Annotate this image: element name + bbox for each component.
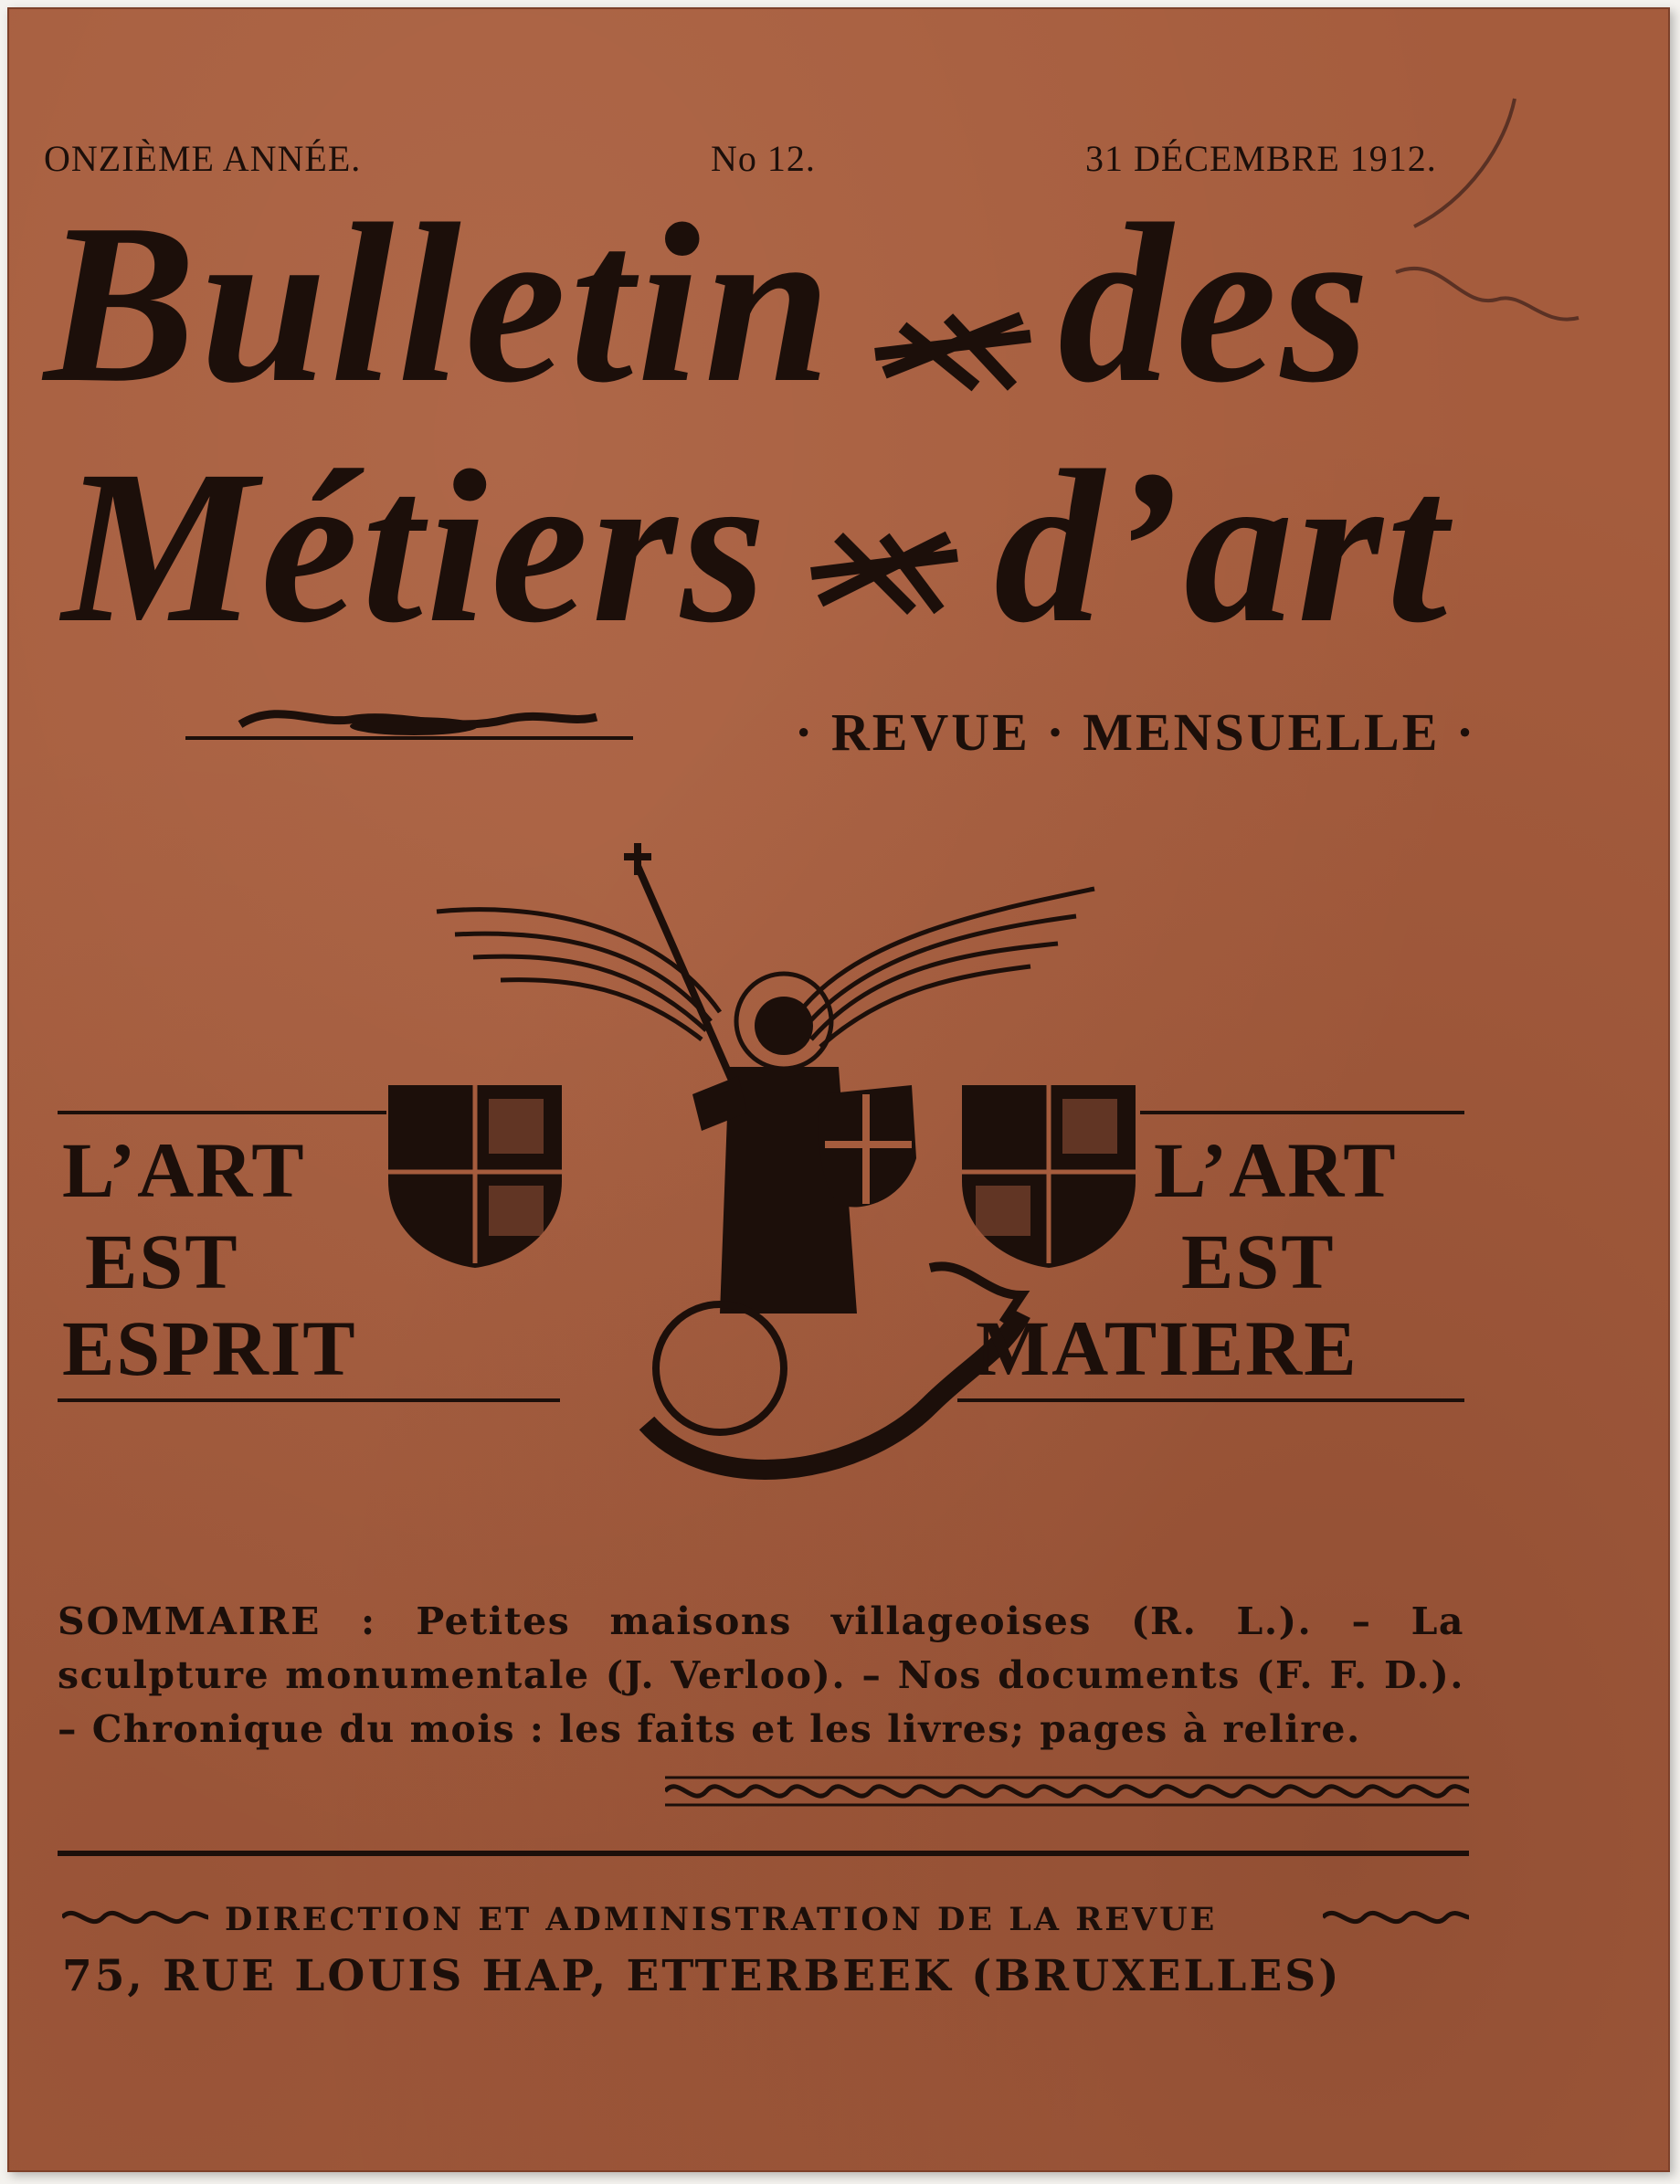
right-motto-line3: MATIERE xyxy=(976,1304,1358,1392)
left-motto-line2: EST xyxy=(85,1218,239,1305)
magazine-cover xyxy=(7,7,1670,2172)
handwritten-mark xyxy=(1359,90,1597,364)
admin-ornament-right xyxy=(1323,1903,1469,1932)
admin-address: 75, RUE LOUIS HAP, ETTERBEEK (BRUXELLES) xyxy=(62,1951,1342,2001)
masthead-title-des: des xyxy=(1058,177,1374,430)
horizontal-rule xyxy=(58,1851,1469,1856)
subtitle-revue-mensuelle: · REVUE · MENSUELLE · xyxy=(795,702,1477,762)
issue-date: 31 DÉCEMBRE 1912. xyxy=(1085,138,1437,179)
left-motto-line3: ESPRIT xyxy=(62,1304,357,1392)
left-motto-line1: L’ART xyxy=(62,1126,306,1214)
right-motto-line1: L’ART xyxy=(1154,1126,1398,1214)
issue-number: No 12. xyxy=(711,138,816,179)
admin-ornament-left xyxy=(62,1903,208,1932)
year-label: ONZIÈME ANNÉE. xyxy=(44,138,362,179)
right-motto-line2: EST xyxy=(1181,1218,1336,1305)
ornament-knot-1 xyxy=(866,300,1040,400)
masthead-title-metiers: Métiers xyxy=(62,425,770,668)
table-of-contents xyxy=(58,1595,1464,1757)
ornament-knot-2 xyxy=(802,519,967,628)
sommaire-text: Petites maisons villageoises (R. L.). – La sculpture monumentale (J. Verloo). – Nos documents (F. F. D.). – Chronique du mois : les faits et les livres; pages à relire. xyxy=(58,1599,1464,1751)
admin-heading: DIRECTION ET ADMINISTRATION DE LA REVUE xyxy=(225,1901,1218,1938)
dragon-flourish-ornament xyxy=(176,697,651,752)
sommaire-label: SOMMAIRE : xyxy=(58,1599,377,1643)
masthead-title-dart: d’art xyxy=(994,425,1451,668)
scroll-border-ornament xyxy=(665,1775,1469,1808)
masthead-title-bulletin: Bulletin xyxy=(44,177,835,430)
